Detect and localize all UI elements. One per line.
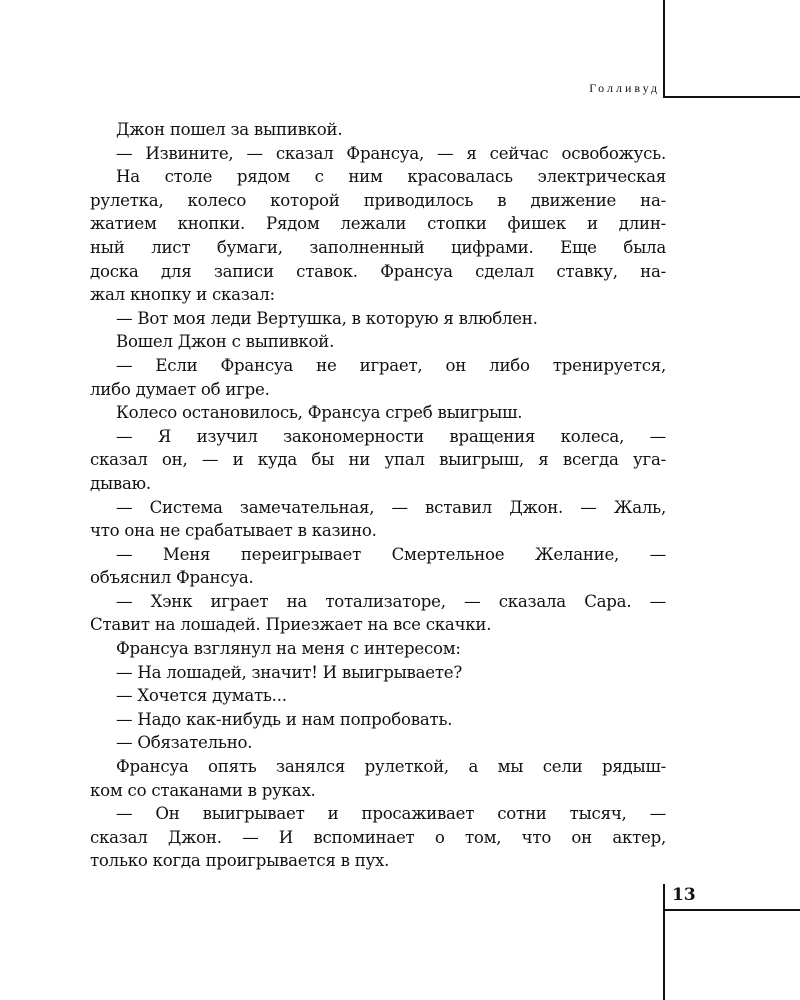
text-line: — Я изучил закономерности вращения колеса, — <box>116 426 666 446</box>
text-line: сказал Джон. — И вспоминает о том, что он актер, <box>90 827 666 847</box>
bottom-vertical-rule <box>663 884 665 1000</box>
top-vertical-rule <box>663 0 665 98</box>
text-line: либо думает об игре. <box>90 379 270 399</box>
text-line: На столе рядом с ним красовалась электрическая <box>116 167 666 187</box>
text-line: объяснил Франсуа. <box>90 568 254 588</box>
text-line: — Он выигрывает и просаживает сотни тысяч, — <box>116 804 666 824</box>
text-line: что она не срабатывает в казино. <box>90 521 377 541</box>
text-line: ный лист бумаги, заполненный цифрами. Еще была <box>90 237 666 257</box>
text-line: Франсуа взглянул на меня с интересом: <box>116 639 461 659</box>
text-line: Ставит на лошадей. Приезжает на все скачки. <box>90 615 492 635</box>
text-line: Франсуа опять занялся рулеткой, а мы сели рядыш- <box>116 757 666 777</box>
text-line: — Система замечательная, — вставил Джон. — Жаль, <box>116 497 666 517</box>
text-line: рулетка, колесо которой приводилось в движение на- <box>90 190 666 210</box>
text-line: — Хочется думать... <box>116 686 287 706</box>
text-line: — Если Франсуа не играет, он либо тренируется, <box>116 355 666 375</box>
text-line: доска для записи ставок. Франсуа сделал ставку, на- <box>90 261 666 281</box>
body-text <box>90 118 666 873</box>
text-line: жатием кнопки. Рядом лежали стопки фишек и длин- <box>90 214 666 234</box>
text-line: — Надо как-нибудь и нам попробовать. <box>116 709 453 729</box>
text-line: сказал он, — и куда бы ни упал выигрыш, я всегда уга- <box>90 450 666 470</box>
text-line: Джон пошел за выпивкой. <box>116 120 343 139</box>
text-line: Колесо остановилось, Франсуа сгреб выигрыш. <box>116 403 523 423</box>
text-line: Вошел Джон с выпивкой. <box>116 332 335 352</box>
text-line: только когда проигрывается в пух. <box>90 851 390 871</box>
page-number: 13 <box>672 885 696 905</box>
top-horizontal-rule <box>663 96 800 98</box>
text-line: ком со стаканами в руках. <box>90 780 316 800</box>
text-line: — Вот моя леди Вертушка, в которую я влюблен. <box>116 308 538 328</box>
text-line: — Меня переигрывает Смертельное Желание, — <box>116 544 666 564</box>
text-line: — Обязательно. <box>116 733 253 753</box>
text-line: жал кнопку и сказал: <box>90 285 275 305</box>
bottom-horizontal-rule <box>663 909 800 911</box>
text-line: дываю. <box>90 473 151 493</box>
text-line: — На лошадей, значит! И выигрываете? <box>116 662 462 682</box>
text-line: — Извините, — сказал Франсуа, — я сейчас освобожусь. <box>116 143 666 163</box>
text-line: — Хэнк играет на тотализаторе, — сказала Сара. — <box>116 591 666 611</box>
running-head-title: Голливуд <box>589 81 660 95</box>
